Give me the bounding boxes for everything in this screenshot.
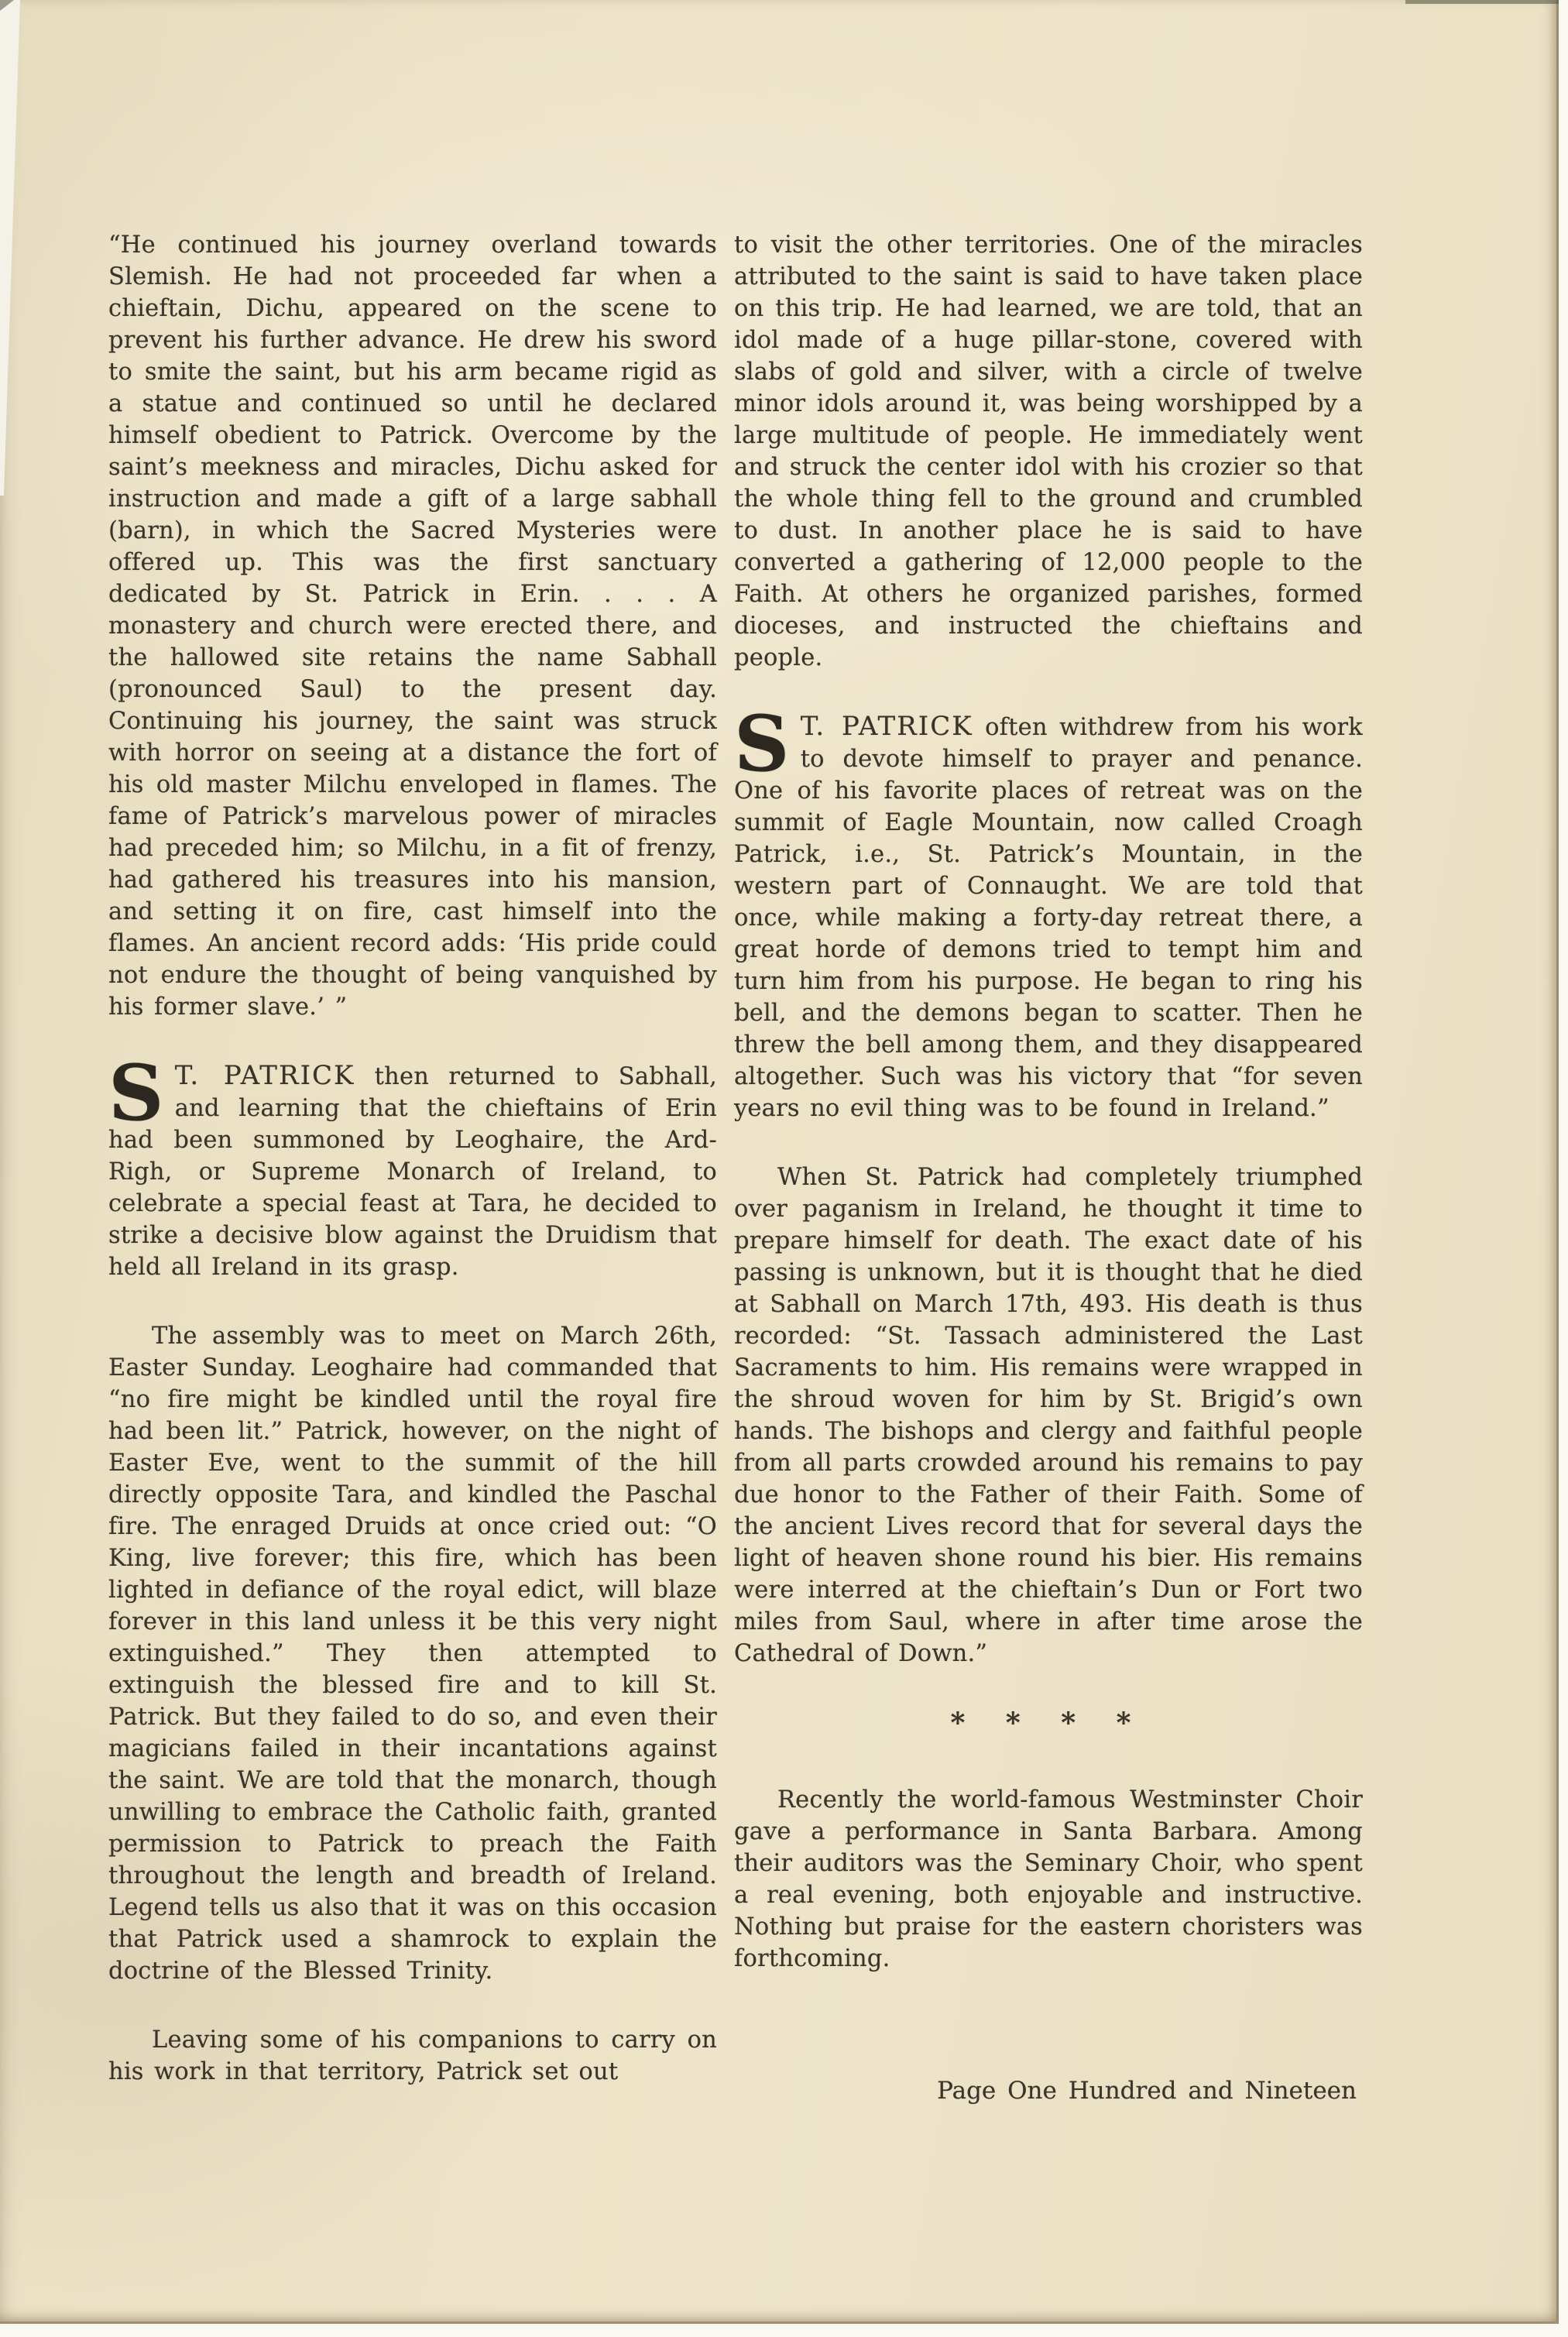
paragraph-text: often withdrew from his work to devote himself to prayer and penance. One of his favorite places of retreat was on the summit of Eagle Mountain, now called Croagh Patrick, i.e., St. Patrick’s Mountain, in the western part of Connaught. We are told that once, while making a forty-day retreat there, a great horde of demons tried to tempt him and turn him from his purpose. He began to ring his bell, and the demons began to scatter. Then he threw the bell among them, and they disappeared altogether. Such was his victory that “for seven years no evil thing was to be found in Ireland.” bbox=[734, 714, 1363, 1122]
text-columns bbox=[108, 229, 1363, 2105]
asterisk-separator: * * * * bbox=[950, 1707, 1147, 1739]
paragraph-assembly-tara: The assembly was to meet on March 26th, Easter Sunday. Leoghaire had commanded that “no fire might be kindled until the royal fire had been lit.” Patrick, however, on the night of Easter Eve, went to the summit of the hill directly opposite Tara, and kindled the Paschal fire. The enraged Druids at once cried out: “O King, live forever; this fire, which has been lighted in defiance of the royal edict, will blaze forever in this land unless it be this very night extinguished.” They then attempted to extinguish the blessed fire and to kill St. Patrick. But they failed to do so, and even their magicians failed in their incantations against the saint. We are told that the monarch, though unwilling to embrace the Catholic faith, granted permission to Patrick to preach the Faith throughout the length and breadth of Ireland. Legend tells us also that it was on this occasion that Patrick used a shamrock to explain the doctrine of the Blessed Trinity. bbox=[108, 1323, 717, 1985]
paragraph-dropcap-st-patrick-returned bbox=[108, 1048, 718, 1283]
right-column bbox=[734, 229, 1363, 2105]
page-number-footer: Page One Hundred and Nineteen bbox=[937, 2077, 1357, 2105]
paragraph-death-of-patrick: When St. Patrick had completely triumphed over paganism in Ireland, he thought it time to prepare himself for death. The exact date of his passing is unknown, but it is thought that he died at Sabhall on March 17th, 493. His death is thus recorded: “St. Tassach administered the Last Sacraments to him. His remains were wrapped in the shroud woven for him by St. Brigid’s own hands. The bishops and clergy and faithful people from all parts crowded around his remains to pay due honor to the Father of their Faith. Some of the ancient Lives record that for several days the light of heaven shone round his bier. His remains were interred at the chieftain’s Dun or Fort two miles from Saul, where in after time arose the Cathedral of Down.” bbox=[734, 1164, 1363, 1667]
left-column bbox=[108, 229, 717, 2105]
dropcap-initial: S bbox=[734, 699, 790, 789]
paragraph-dropcap-st-patrick-withdrew bbox=[734, 699, 1363, 1124]
paragraph-continued-quote: “He continued his journey overland towards Slemish. He had not proceeded far when a chieftain, Dichu, appeared on the scene to prevent his further advance. He drew his sword to smite the saint, but his arm became rigid as a statue and continued so until he declared himself obedient to Patrick. Overcome by the saint’s meekness and miracles, Dichu asked for instruction and made a gift of a large sabhall (barn), in which the Sacred Mysteries were offered up. This was the first sanctuary dedicated by St. Patrick in Erin. . . . A monastery and church were erected there, and the hallowed site retains the name Sabhall (pronounced Saul) to the present day. Continuing his journey, the saint was struck with horror on seeing at a distance the fort of his old master Milchu enveloped in flames. The fame of Patrick’s marvelous power of miracles had preceded him; so Milchu, in a fit of frenzy, had gathered his treasures into his mansion, and setting it on fire, cast himself into the flames. An ancient record adds: ‘His pride could not endure the thought of being vanquished by his former slave.’ ” bbox=[108, 232, 717, 1021]
dropcap-lead-caps: T. PATRICK bbox=[174, 1060, 355, 1091]
paragraph-leaving-companions: Leaving some of his companions to carry on his work in that territory, Patrick set out bbox=[108, 2026, 717, 2085]
paragraph-westminster-choir: Recently the world-famous Westminster Choir gave a performance in Santa Barbara. Among their auditors was the Seminary Choir, who spent a real evening, both enjoyable and instructive. Nothing but praise for the eastern choristers was forthcoming. bbox=[734, 1786, 1363, 1972]
paragraph-visit-territories: to visit the other territories. One of the miracles attributed to the saint is said to have taken place on this trip. He had learned, we are told, that an idol made of a huge pillar-stone, covered with slabs of gold and silver, with a circle of twelve minor idols around it, was being worshipped by a large multitude of people. He immediately went and struck the center idol with his crozier so that the whole thing fell to the ground and crumbled to dust. In another place he is said to have converted a gathering of 12,000 people to the Faith. At others he organized parishes, formed dioceses, and instructed the chieftains and people. bbox=[734, 232, 1363, 671]
dropcap-lead-caps: T. PATRICK bbox=[800, 711, 973, 742]
scanner-top-edge-shadow bbox=[1405, 0, 1559, 4]
paragraph-text: then returned to Sabhall, and learning that the chieftains of Erin had been summoned by Leoghaire, the Ard-Righ, or Supreme Monarch of Ireland, to celebrate a special feast at Tara, he decided to strike a decisive blow against the Druidism that held all Ireland in its grasp. bbox=[108, 1063, 718, 1281]
dropcap-initial: S bbox=[108, 1048, 164, 1138]
